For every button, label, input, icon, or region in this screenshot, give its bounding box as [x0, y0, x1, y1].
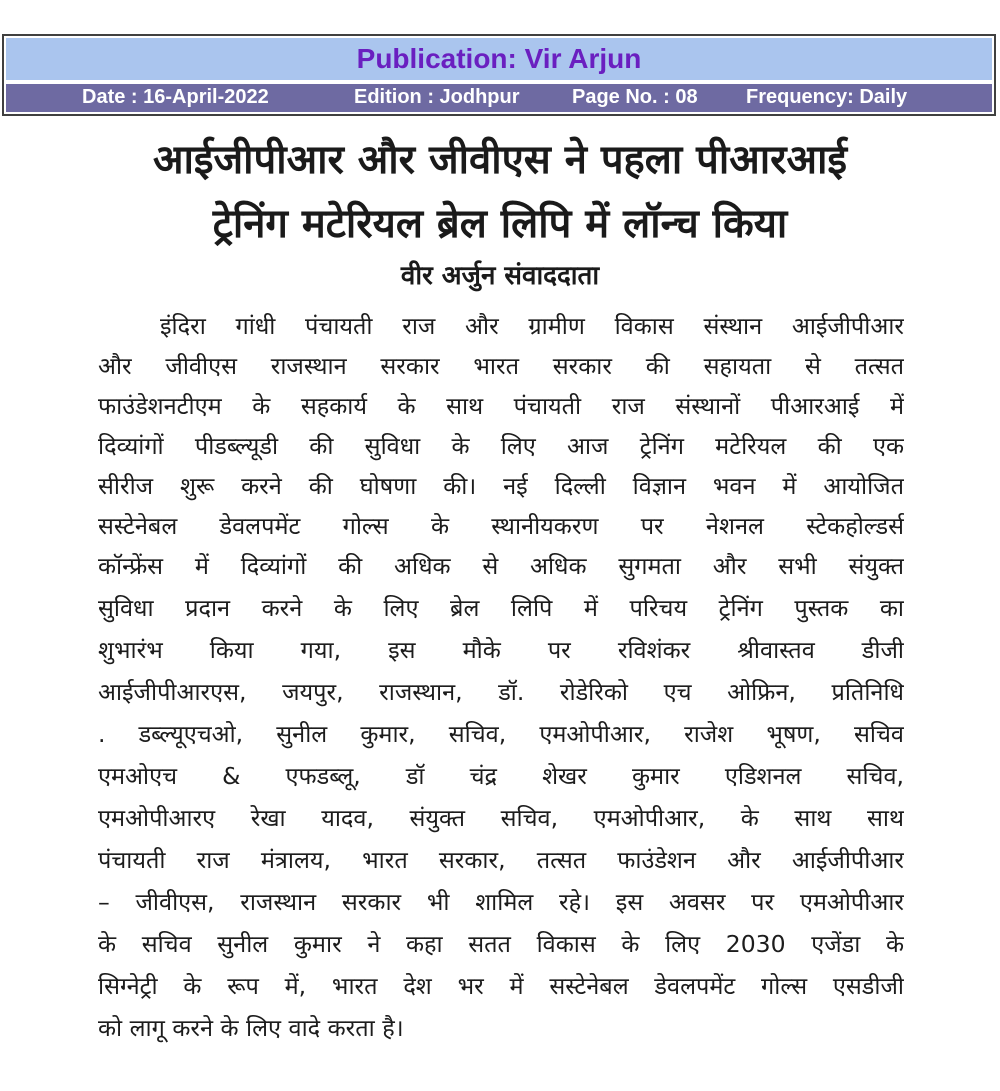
article-line: को लागू करने के लिए वादे करता है। [98, 1014, 404, 1042]
date-label: Date : 16-April-2022 [82, 86, 269, 108]
metadata-bar [6, 84, 992, 112]
article-line: और जीवीएस राजस्थान सरकार भारत सरकार की सहायता से तत्सत [98, 352, 904, 380]
article-line: – जीवीएस, राजस्थान सरकार भी शामिल रहे। इस अवसर पर एमओपीआर [98, 888, 904, 916]
article-line: पंचायती राज मंत्रालय, भारत सरकार, तत्सत फाउंडेशन और आईजीपीआर [98, 846, 904, 874]
article-line: फाउंडेशनटीएम के सहकार्य के साथ पंचायती राज संस्थानों पीआरआई में [98, 392, 904, 420]
article-line: शुभारंभ किया गया, इस मौके पर रविशंकर श्रीवास्तव डीजी [98, 636, 904, 664]
article-line: के सचिव सुनील कुमार ने कहा सतत विकास के लिए 2030 एजेंडा के [98, 930, 904, 958]
frequency-label: Frequency: Daily [746, 86, 908, 108]
publication-title: Publication: Vir Arjun [6, 38, 992, 80]
headline-line-2: ट्रेनिंग मटेरियल ब्रेल लिपि में लॉन्च किया [212, 201, 788, 247]
byline: वीर अर्जुन संवाददाता [400, 261, 600, 291]
article-line: एमओएच & एफडब्लू, डॉ चंद्र शेखर कुमार एडिशनल सचिव, [98, 762, 904, 790]
article-line: दिव्यांगों पीडब्ल्यूडी की सुविधा के लिए आज ट्रेनिंग मटेरियल की एक [98, 432, 904, 460]
article-line: सुविधा प्रदान करने के लिए ब्रेल लिपि में परिचय ट्रेनिंग पुस्तक का [98, 594, 904, 622]
page-number-label: Page No. : 08 [572, 86, 698, 108]
article-line: कॉन्फ्रेंस में दिव्यांगों की अधिक से अधिक सुगमता और सभी संयुक्त [98, 552, 904, 580]
article-line: . डब्ल्यूएचओ, सुनील कुमार, सचिव, एमओपीआर, राजेश भूषण, सचिव [98, 720, 904, 748]
publication-header [2, 34, 996, 116]
article-line: एमओपीआरए रेखा यादव, संयुक्त सचिव, एमओपीआर, के साथ साथ [98, 804, 904, 832]
article-line: सीरीज शुरू करने की घोषणा की। नई दिल्ली विज्ञान भवन में आयोजित [98, 472, 904, 500]
article-line: सिग्नेट्री के रूप में, भारत देश भर में सस्टेनेबल डेवलपमेंट गोल्स एसडीजी [98, 972, 904, 1000]
headline-line-1: आईजीपीआर और जीवीएस ने पहला पीआरआई [152, 137, 848, 183]
article-line: आईजीपीआरएस, जयपुर, राजस्थान, डॉ. रोडेरिको एच ओफ्रिन, प्रतिनिधि [98, 678, 904, 706]
edition-label: Edition : Jodhpur [354, 86, 520, 108]
article-line: इंदिरा गांधी पंचायती राज और ग्रामीण विकास संस्थान आईजीपीआर [160, 312, 904, 340]
article-line: सस्टेनेबल डेवलपमेंट गोल्स के स्थानीयकरण पर नेशनल स्टेकहोल्डर्स [98, 512, 904, 540]
